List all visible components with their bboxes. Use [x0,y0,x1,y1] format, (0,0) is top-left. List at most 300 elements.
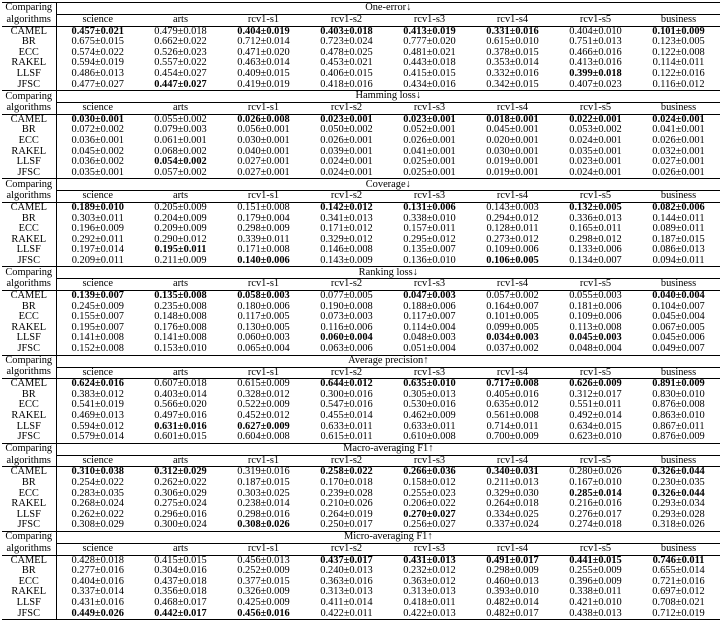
best-value-cell: 0.340±0.031 [486,466,539,478]
header-label-algorithms: algorithms [2,191,56,203]
value-cell: 0.089±0.011 [652,223,705,235]
dataset-header: arts [139,15,222,27]
value-cell: 0.024±0.001 [569,134,622,146]
dataset-header: rcv1-s4 [471,543,554,555]
value-cell: 0.712±0.014 [237,36,290,48]
value-cell: 0.339±0.011 [237,233,290,245]
value-cell: 0.455±0.014 [320,410,373,421]
value-cell: 0.655±0.014 [652,565,705,577]
value-cell: 0.165±0.011 [569,223,622,235]
value-cell: 0.027±0.001 [237,156,290,168]
value-cell: 0.055±0.002 [154,113,207,125]
dataset-header: rcv1-s3 [388,455,471,467]
value-cell: 0.418±0.016 [320,78,373,90]
value-cell: 0.209±0.009 [154,223,207,235]
value-cell: 0.023±0.001 [569,156,622,168]
algorithm-name: ECC [2,400,56,411]
best-value-cell: 0.189±0.010 [71,201,124,213]
value-cell: 0.122±0.016 [652,67,705,79]
value-cell: 0.300±0.024 [154,519,207,531]
value-cell: 0.045±0.006 [652,332,705,344]
best-value-cell: 0.626±0.009 [569,378,622,390]
value-cell: 0.415±0.015 [154,554,207,566]
value-cell: 0.252±0.009 [237,565,290,577]
value-cell: 0.293±0.028 [652,508,705,520]
value-cell: 0.205±0.009 [154,201,207,213]
dataset-header: rcv1-s2 [305,455,388,467]
algorithm-name: LLSF [2,510,56,521]
value-cell: 0.460±0.013 [486,575,539,587]
value-cell: 0.024±0.001 [569,166,622,178]
algorithm-name: CAMEL [2,202,56,213]
algorithm-name: CAMEL [2,26,56,37]
value-cell: 0.863±0.010 [652,410,705,421]
value-cell: 0.167±0.010 [569,476,622,488]
algorithm-name: JFSC [2,80,56,91]
value-cell: 0.141±0.008 [154,332,207,344]
value-cell: 0.708±0.021 [652,596,705,608]
algorithm-name: BR [2,125,56,136]
value-cell: 0.422±0.013 [403,607,456,619]
table-row [2,136,720,147]
value-cell: 0.048±0.003 [403,332,456,344]
best-value-cell: 0.195±0.011 [154,244,207,256]
value-cell: 0.056±0.001 [237,124,290,136]
table-row [2,202,720,213]
value-cell: 0.604±0.008 [237,431,290,443]
value-cell: 0.292±0.011 [71,233,124,245]
best-value-cell: 0.631±0.016 [154,420,207,432]
value-cell: 0.141±0.008 [71,332,124,344]
algorithm-name: CAMEL [2,291,56,302]
dataset-header: rcv1-s3 [388,543,471,555]
best-value-cell: 0.045±0.003 [569,332,622,344]
value-cell: 0.262±0.022 [154,476,207,488]
algorithm-name: LLSF [2,598,56,609]
algorithm-name: RAKEL [2,323,56,334]
value-cell: 0.232±0.012 [403,565,456,577]
value-cell: 0.561±0.008 [486,410,539,421]
best-value-cell: 0.132±0.005 [569,201,622,213]
value-cell: 0.697±0.012 [652,586,705,598]
value-cell: 0.151±0.008 [237,201,290,213]
value-cell: 0.264±0.018 [486,498,539,510]
value-cell: 0.114±0.004 [403,321,456,333]
value-cell: 0.053±0.002 [569,124,622,136]
value-cell: 0.405±0.016 [486,388,539,400]
value-cell: 0.019±0.001 [486,166,539,178]
value-cell: 0.615±0.009 [237,378,290,390]
metric-title: One-error↓ [56,3,720,15]
dataset-header: rcv1-s5 [554,543,637,555]
metric-header-row [2,267,720,279]
value-cell: 0.353±0.014 [486,57,539,69]
value-cell: 0.195±0.007 [71,321,124,333]
value-cell: 0.318±0.026 [652,519,705,531]
best-value-cell: 0.449±0.026 [71,607,124,619]
best-value-cell: 0.457±0.021 [71,25,124,37]
best-value-cell: 0.142±0.012 [320,201,373,213]
value-cell: 0.497±0.016 [154,410,207,421]
value-cell: 0.179±0.004 [237,212,290,224]
algorithm-name: ECC [2,577,56,588]
value-cell: 0.306±0.029 [154,487,207,499]
value-cell: 0.061±0.001 [154,134,207,146]
value-cell: 0.050±0.002 [320,124,373,136]
value-cell: 0.303±0.011 [71,212,124,224]
value-cell: 0.254±0.022 [71,476,124,488]
value-cell: 0.086±0.013 [652,244,705,256]
value-cell: 0.094±0.011 [652,254,705,266]
value-cell: 0.170±0.018 [320,476,373,488]
best-value-cell: 0.403±0.018 [320,25,373,37]
value-cell: 0.662±0.022 [154,36,207,48]
value-cell: 0.113±0.008 [569,321,622,333]
value-cell: 0.262±0.022 [71,508,124,520]
dataset-header: rcv1-s4 [471,279,554,291]
table-row [2,598,720,609]
value-cell: 0.298±0.009 [486,565,539,577]
best-value-cell: 0.413±0.019 [403,25,456,37]
best-value-cell: 0.399±0.018 [569,67,622,79]
value-cell: 0.422±0.011 [320,607,373,619]
best-value-cell: 0.023±0.001 [320,113,373,125]
value-cell: 0.411±0.014 [320,596,373,608]
dataset-header: rcv1-s2 [305,191,388,203]
value-cell: 0.404±0.010 [569,25,622,37]
best-value-cell: 0.030±0.001 [71,113,124,125]
value-cell: 0.403±0.014 [154,388,207,400]
header-label-algorithms: algorithms [2,543,56,555]
best-value-cell: 0.139±0.007 [71,290,124,302]
algorithm-name: BR [2,478,56,489]
value-cell: 0.130±0.005 [237,321,290,333]
best-value-cell: 0.404±0.019 [237,25,290,37]
value-cell: 0.209±0.011 [71,254,124,266]
algorithm-name: BR [2,390,56,401]
value-cell: 0.055±0.003 [569,290,622,302]
best-value-cell: 0.266±0.036 [403,466,456,478]
algorithm-name: CAMEL [2,555,56,566]
dataset-header-row [2,279,720,291]
value-cell: 0.035±0.001 [569,145,622,157]
dataset-header: rcv1-s5 [554,103,637,115]
value-cell: 0.404±0.016 [71,575,124,587]
value-cell: 0.024±0.001 [320,166,373,178]
value-cell: 0.197±0.014 [71,244,124,256]
value-cell: 0.143±0.003 [486,201,539,213]
best-value-cell: 0.447±0.027 [154,78,207,90]
dataset-header: science [56,103,139,115]
metric-title: Average precision↑ [56,355,720,367]
value-cell: 0.481±0.021 [403,46,456,58]
value-cell: 0.526±0.023 [154,46,207,58]
algorithm-name: RAKEL [2,235,56,246]
value-cell: 0.298±0.016 [237,508,290,520]
value-cell: 0.051±0.004 [403,343,456,355]
best-value-cell: 0.058±0.003 [237,290,290,302]
value-cell: 0.714±0.011 [486,420,539,432]
algorithm-name: RAKEL [2,411,56,422]
value-cell: 0.486±0.013 [71,67,124,79]
best-value-cell: 0.891±0.009 [652,378,705,390]
metric-title: Ranking loss↓ [56,267,720,279]
dataset-header: rcv1-s4 [471,191,554,203]
value-cell: 0.026±0.001 [652,134,705,146]
value-cell: 0.101±0.005 [486,311,539,323]
dataset-header: rcv1-s2 [305,15,388,27]
value-cell: 0.187±0.015 [237,476,290,488]
best-value-cell: 0.060±0.004 [320,332,373,344]
dataset-header: arts [139,191,222,203]
dataset-header: business [637,367,720,379]
dataset-header: rcv1-s5 [554,279,637,291]
value-cell: 0.188±0.006 [403,300,456,312]
value-cell: 0.277±0.016 [71,565,124,577]
value-cell: 0.356±0.018 [154,586,207,598]
best-value-cell: 0.082±0.006 [652,201,705,213]
dataset-header: rcv1-s5 [554,15,637,27]
value-cell: 0.712±0.019 [652,607,705,619]
value-cell: 0.303±0.025 [237,487,290,499]
best-value-cell: 0.456±0.016 [237,607,290,619]
dataset-header: rcv1-s4 [471,15,554,27]
algorithm-name: JFSC [2,256,56,267]
header-label-algorithms: algorithms [2,15,56,27]
value-cell: 0.099±0.005 [486,321,539,333]
value-cell: 0.415±0.015 [403,67,456,79]
best-value-cell: 0.310±0.038 [71,466,124,478]
value-cell: 0.777±0.020 [403,36,456,48]
value-cell: 0.452±0.012 [237,410,290,421]
value-cell: 0.551±0.011 [569,399,622,411]
metric-header-row [2,355,720,367]
value-cell: 0.419±0.019 [237,78,290,90]
value-cell: 0.633±0.011 [320,420,373,432]
value-cell: 0.396±0.009 [569,575,622,587]
value-cell: 0.431±0.016 [71,596,124,608]
value-cell: 0.594±0.019 [71,57,124,69]
dataset-header: business [637,15,720,27]
value-cell: 0.607±0.018 [154,378,207,390]
value-cell: 0.020±0.001 [486,134,539,146]
best-value-cell: 0.106±0.005 [486,254,539,266]
value-cell: 0.675±0.015 [71,36,124,48]
value-cell: 0.171±0.008 [237,244,290,256]
best-value-cell: 0.270±0.027 [403,508,456,520]
dataset-header: rcv1-s1 [222,103,305,115]
value-cell: 0.341±0.013 [320,212,373,224]
value-cell: 0.522±0.009 [237,399,290,411]
best-value-cell: 0.437±0.017 [320,554,373,566]
value-cell: 0.721±0.016 [652,575,705,587]
value-cell: 0.313±0.013 [403,586,456,598]
table-row [2,168,720,179]
value-cell: 0.079±0.003 [154,124,207,136]
value-cell: 0.063±0.006 [320,343,373,355]
value-cell: 0.026±0.001 [403,134,456,146]
value-cell: 0.230±0.035 [652,476,705,488]
value-cell: 0.438±0.013 [569,607,622,619]
dataset-header: arts [139,455,222,467]
dataset-header: rcv1-s4 [471,103,554,115]
value-cell: 0.312±0.017 [569,388,622,400]
algorithm-name: LLSF [2,69,56,80]
algorithm-name: CAMEL [2,379,56,390]
value-cell: 0.238±0.014 [237,498,290,510]
value-cell: 0.187±0.015 [652,233,705,245]
value-cell: 0.293±0.034 [652,498,705,510]
algorithm-name: ECC [2,489,56,500]
value-cell: 0.305±0.013 [403,388,456,400]
value-cell: 0.109±0.006 [569,311,622,323]
dataset-header: business [637,191,720,203]
dataset-header: science [56,367,139,379]
value-cell: 0.045±0.004 [652,311,705,323]
dataset-header: science [56,279,139,291]
value-cell: 0.026±0.001 [320,134,373,146]
value-cell: 0.181±0.006 [569,300,622,312]
algorithm-name: JFSC [2,432,56,443]
best-value-cell: 0.717±0.008 [486,378,539,390]
results-table [2,2,720,620]
value-cell: 0.454±0.027 [154,67,207,79]
best-value-cell: 0.326±0.044 [652,466,705,478]
metric-title: Macro-averaging F1↑ [56,443,720,455]
value-cell: 0.019±0.001 [486,156,539,168]
algorithm-name: RAKEL [2,587,56,598]
best-value-cell: 0.258±0.022 [320,466,373,478]
value-cell: 0.210±0.026 [320,498,373,510]
algorithm-name: LLSF [2,422,56,433]
value-cell: 0.830±0.010 [652,388,705,400]
value-cell: 0.363±0.012 [403,575,456,587]
value-cell: 0.462±0.009 [403,410,456,421]
value-cell: 0.479±0.018 [154,25,207,37]
best-value-cell: 0.312±0.029 [154,466,207,478]
best-value-cell: 0.624±0.016 [71,378,124,390]
table-row [2,609,720,620]
dataset-header: rcv1-s3 [388,367,471,379]
dataset-header: rcv1-s1 [222,367,305,379]
value-cell: 0.610±0.008 [403,431,456,443]
value-cell: 0.239±0.028 [320,487,373,499]
value-cell: 0.176±0.008 [154,321,207,333]
value-cell: 0.104±0.007 [652,300,705,312]
best-value-cell: 0.308±0.026 [237,519,290,531]
algorithm-name: BR [2,302,56,313]
value-cell: 0.463±0.014 [237,57,290,69]
table-row [2,411,720,422]
best-value-cell: 0.023±0.001 [403,113,456,125]
value-cell: 0.133±0.006 [569,244,622,256]
value-cell: 0.547±0.016 [320,399,373,411]
value-cell: 0.204±0.009 [154,212,207,224]
value-cell: 0.035±0.001 [71,166,124,178]
value-cell: 0.406±0.015 [320,67,373,79]
algorithm-name: BR [2,37,56,48]
dataset-header: rcv1-s5 [554,367,637,379]
value-cell: 0.308±0.029 [71,519,124,531]
dataset-header: science [56,15,139,27]
value-cell: 0.245±0.009 [71,300,124,312]
value-cell: 0.298±0.009 [237,223,290,235]
value-cell: 0.164±0.007 [486,300,539,312]
dataset-header: science [56,543,139,555]
dataset-header: business [637,543,720,555]
value-cell: 0.425±0.009 [237,596,290,608]
dataset-header: business [637,455,720,467]
value-cell: 0.280±0.026 [569,466,622,478]
value-cell: 0.468±0.017 [154,596,207,608]
header-label-comparing: Comparing [2,179,56,191]
value-cell: 0.117±0.007 [403,311,456,323]
best-value-cell: 0.431±0.013 [403,554,456,566]
value-cell: 0.443±0.018 [403,57,456,69]
value-cell: 0.482±0.014 [486,596,539,608]
dataset-header: science [56,455,139,467]
value-cell: 0.135±0.007 [403,244,456,256]
table-row [2,478,720,489]
dataset-header: rcv1-s3 [388,279,471,291]
value-cell: 0.456±0.013 [237,554,290,566]
value-cell: 0.541±0.019 [71,399,124,411]
value-cell: 0.421±0.010 [569,596,622,608]
value-cell: 0.255±0.023 [403,487,456,499]
dataset-header: rcv1-s1 [222,15,305,27]
value-cell: 0.273±0.012 [486,233,539,245]
value-cell: 0.041±0.001 [652,124,705,136]
value-cell: 0.378±0.015 [486,46,539,58]
value-cell: 0.300±0.016 [320,388,373,400]
value-cell: 0.290±0.012 [154,233,207,245]
value-cell: 0.407±0.023 [569,78,622,90]
value-cell: 0.134±0.007 [569,254,622,266]
best-value-cell: 0.101±0.009 [652,25,705,37]
algorithm-name: CAMEL [2,467,56,478]
value-cell: 0.615±0.010 [486,36,539,48]
dataset-header-row [2,191,720,203]
dataset-header: rcv1-s1 [222,455,305,467]
value-cell: 0.235±0.008 [154,300,207,312]
value-cell: 0.039±0.001 [320,145,373,157]
header-label-comparing: Comparing [2,267,56,279]
value-cell: 0.036±0.002 [71,156,124,168]
value-cell: 0.155±0.007 [71,311,124,323]
value-cell: 0.332±0.016 [486,67,539,79]
dataset-header: arts [139,279,222,291]
value-cell: 0.453±0.021 [320,57,373,69]
algorithm-name: JFSC [2,609,56,620]
dataset-header: rcv1-s1 [222,543,305,555]
metric-header-row [2,91,720,103]
value-cell: 0.036±0.001 [71,134,124,146]
value-cell: 0.304±0.016 [154,565,207,577]
value-cell: 0.030±0.001 [237,134,290,146]
value-cell: 0.148±0.008 [154,311,207,323]
algorithm-name: LLSF [2,333,56,344]
header-label-algorithms: algorithms [2,367,56,379]
dataset-header: rcv1-s1 [222,279,305,291]
dataset-header: science [56,191,139,203]
value-cell: 0.057±0.002 [486,290,539,302]
best-value-cell: 0.140±0.006 [237,254,290,266]
value-cell: 0.196±0.009 [71,223,124,235]
value-cell: 0.615±0.011 [320,431,373,443]
best-value-cell: 0.018±0.001 [486,113,539,125]
value-cell: 0.032±0.001 [652,145,705,157]
value-cell: 0.072±0.002 [71,124,124,136]
